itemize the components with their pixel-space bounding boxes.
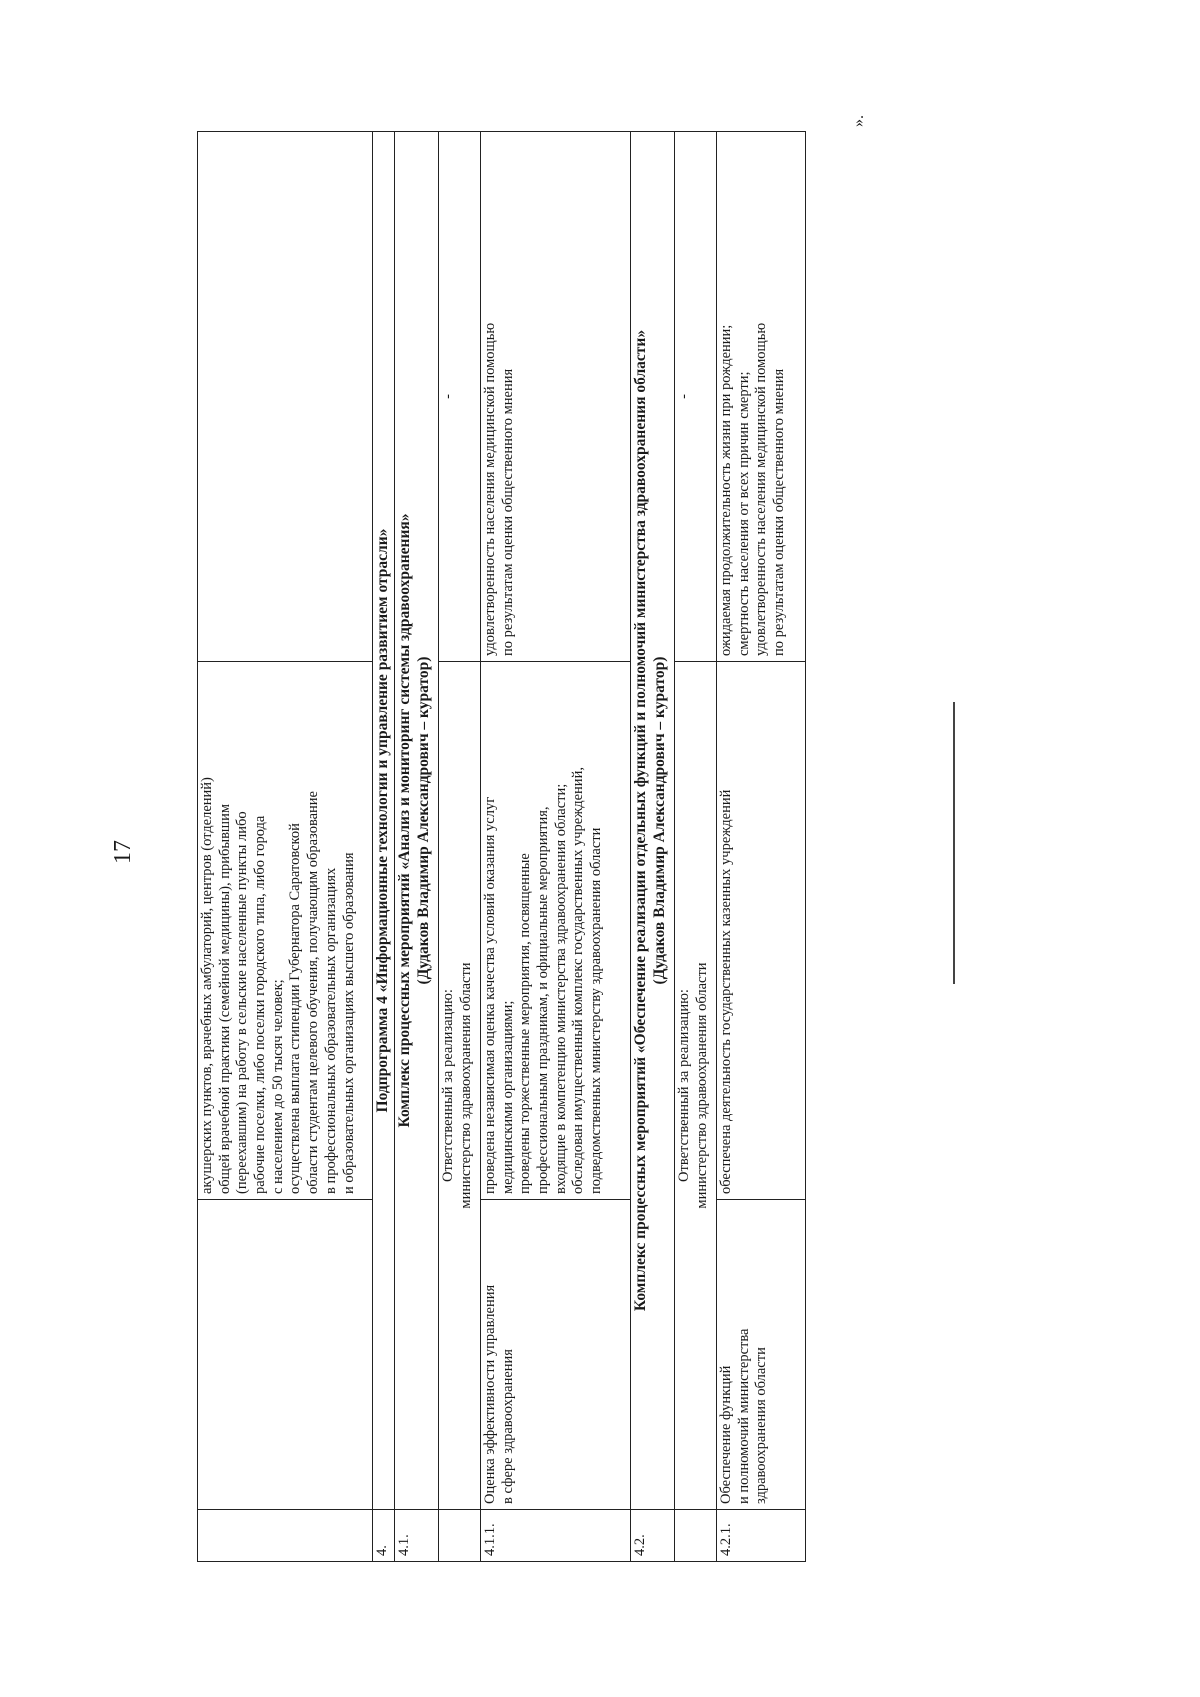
dash-cell: -	[675, 132, 717, 662]
subprogram-header: Подпрограмма 4 «Информационные технологии и управление развитием отрасли»	[373, 132, 395, 1510]
complex-header: Комплекс процессных мероприятий «Обеспечение реализации отдельных функций и полномочий министерства здравоохранения области» (Дудаков Владимир Александрович – куратор)	[631, 132, 675, 1510]
responsible-cell: Ответственный за реализацию: министерство здравоохранения области	[675, 662, 717, 1510]
table-row	[439, 132, 481, 1562]
tasks-cell: проведена независимая оценка качества условий оказания услуг медицинскими организациями; проведены торжественные мероприятия, посвященные профессиональным праздникам, и официальные мероприятия, входящие в компетенцию министерства здравоохранения области; обследован имущественный комплекс государственных учреждений, подведомственных министерству здравоохранения области	[481, 662, 631, 1200]
row-number-cell	[439, 1510, 481, 1562]
complex-header: Комплекс процессных мероприятий «Анализ и мониторинг системы здравоохранения» (Дудаков Владимир Александрович – куратор)	[395, 132, 439, 1510]
table-row	[631, 132, 675, 1562]
table-row	[481, 132, 631, 1562]
measure-name-cell	[198, 1200, 373, 1510]
indicators-cell: ожидаемая продолжительность жизни при рождении; смертность населения от всех причин смерти; удовлетворенность населения медицинской помощью по результатам оценки общественного мнения	[717, 132, 806, 662]
closing-quote: ».	[850, 115, 867, 127]
table-row	[198, 132, 373, 1562]
row-number-cell: 4.1.1.	[481, 1510, 631, 1562]
table-row	[395, 132, 439, 1562]
row-number-cell: 4.1.	[395, 1510, 439, 1562]
program-table	[197, 131, 806, 1562]
row-number-cell	[198, 1510, 373, 1562]
measure-name-cell: Оценка эффективности управления в сфере здравоохранения	[481, 1200, 631, 1510]
table-row	[373, 132, 395, 1562]
row-number-cell	[675, 1510, 717, 1562]
rotated-table-wrapper	[197, 132, 805, 1562]
row-number-cell: 4.	[373, 1510, 395, 1562]
page-number: 17	[109, 840, 136, 864]
measure-name-cell: Обеспечение функций и полномочий министерства здравоохранения области	[717, 1200, 806, 1510]
tasks-cell: обеспечена деятельность государственных казенных учреждений	[717, 662, 806, 1200]
indicators-cell: удовлетворенность населения медицинской помощью по результатам оценки общественного мнения	[481, 132, 631, 662]
tasks-cell: акушерских пунктов, врачебных амбулаторий, центров (отделений) общей врачебной практики (семейной медицины), прибывшим (переехавшим) на работу в сельские населенные пункты либо рабочие поселки, либо поселки городского типа, либо города с населением до 50 тысяч человек; осуществлена выплата стипендии Губернатора Саратовской области студентам целевого обучения, получающим образование в профессиональных образовательных организациях и образовательных организациях высшего образования	[198, 662, 373, 1200]
dash-cell: -	[439, 132, 481, 662]
divider-line	[953, 702, 955, 984]
indicators-cell	[198, 132, 373, 662]
table-row	[675, 132, 717, 1562]
row-number-cell: 4.2.1.	[717, 1510, 806, 1562]
responsible-cell: Ответственный за реализацию: министерство здравоохранения области	[439, 662, 481, 1510]
row-number-cell: 4.2.	[631, 1510, 675, 1562]
table-row	[717, 132, 806, 1562]
